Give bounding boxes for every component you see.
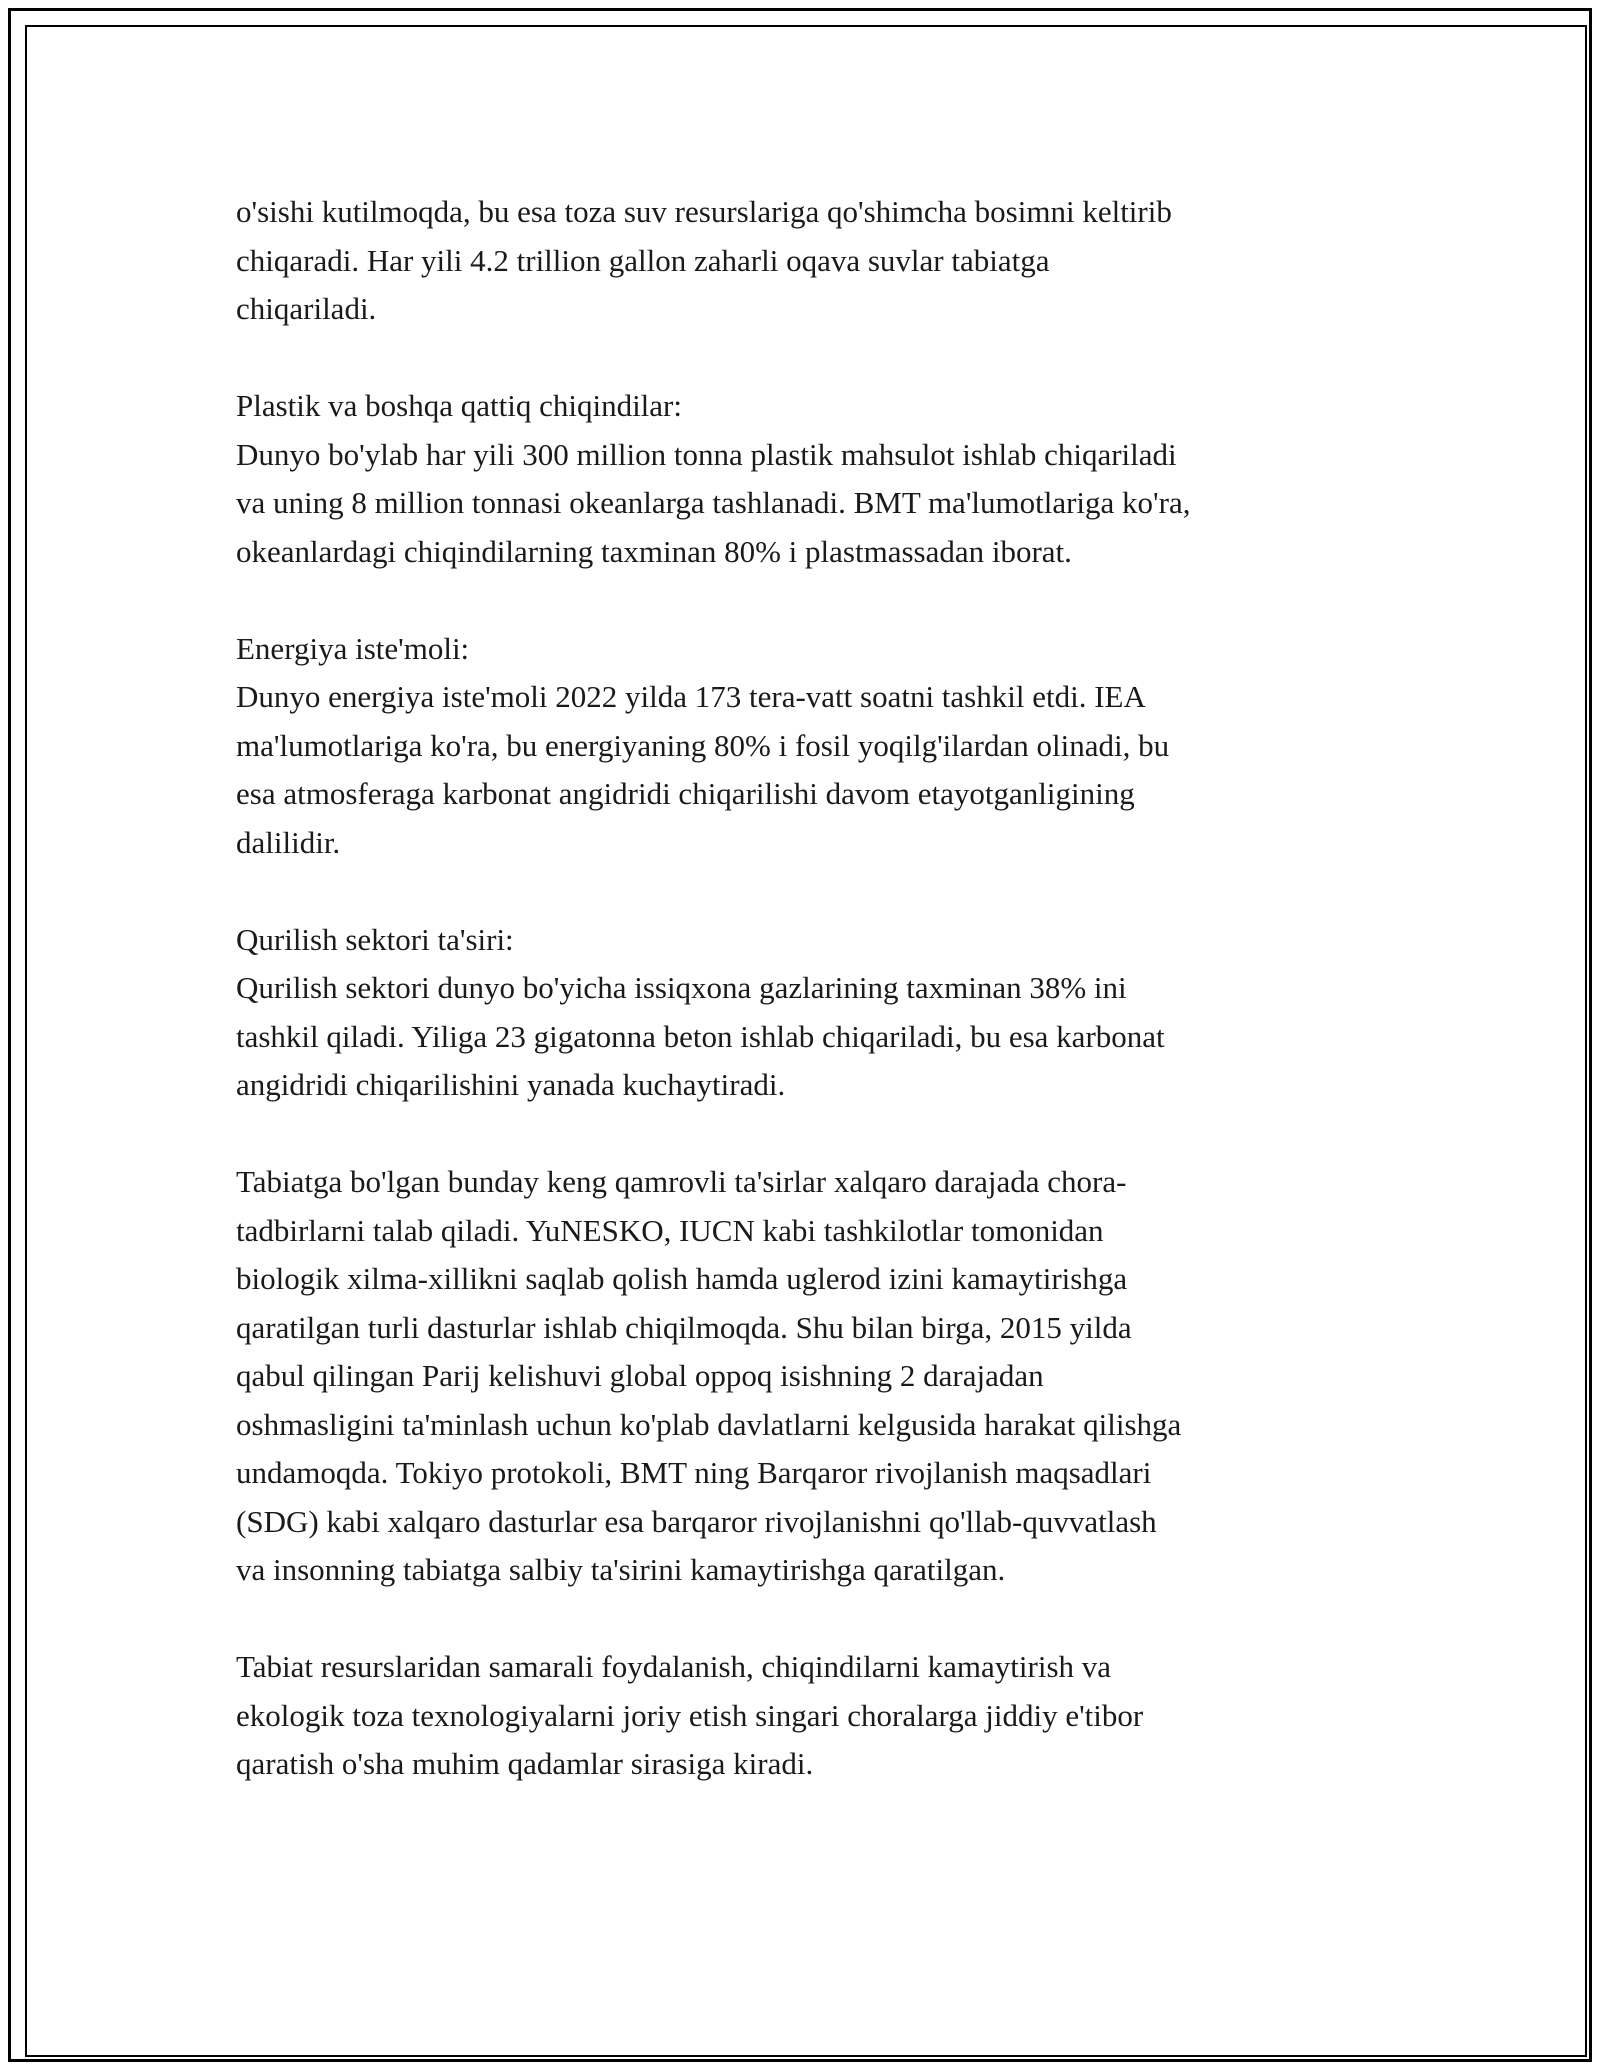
heading-energy-consumption: Energiya iste'moli: bbox=[236, 630, 470, 666]
heading-plastic-waste: Plastik va boshqa qattiq chiqindilar: bbox=[236, 388, 682, 423]
paragraph-spacer bbox=[236, 1595, 1376, 1644]
paragraph-conclusion: Tabiat resurslaridan samarali foydalanish, chiqindilarni kamaytirish va ekologik toza texnologiyalarni joriy etish singari choralarga jiddiy e'tibor qaratish o'sha muhim qadamlar sirasiga kiradi. bbox=[236, 1649, 1144, 1781]
paragraph-plastic-waste: Dunyo bo'ylab har yili 300 million tonna plastik mahsulot ishlab chiqariladi va uning 8 million tonnasi okeanlarga tashlanadi. BMT ma'lumotlariga ko'ra, okeanlardagi chiqindilarning taxminan 80% i plastmassadan iborat. bbox=[236, 436, 1191, 569]
heading-construction-sector: Qurilish sektori ta'siri: bbox=[236, 921, 514, 957]
paragraph-spacer bbox=[236, 334, 1376, 383]
paragraph-spacer bbox=[236, 576, 1376, 625]
paragraph-spacer bbox=[236, 867, 1376, 916]
paragraph-energy-consumption: Dunyo energiya iste'moli 2022 yilda 173 tera-vatt soatni tashkil etdi. IEA ma'lumotlariga ko'ra, bu energiyaning 80% i fosil yoqilg'ilardan olinadi, bu esa atmosferaga karbonat angidridi chiqarilishi davom etayotganligining dalilidir. bbox=[236, 679, 1170, 860]
paragraph-construction-sector: Qurilish sektori dunyo bo'yicha issiqxona gazlarining taxminan 38% ini tashkil qiladi. Yiliga 23 gigatonna beton ishlab chiqariladi, bu esa karbonat angidridi chiqarilishini yanada kuchaytiradi. bbox=[236, 970, 1165, 1102]
paragraph-international-measures: Tabiatga bo'lgan bunday keng qamrovli ta'sirlar xalqaro darajada chora- tadbirlarni talab qiladi. YuNESKO, IUCN kabi tashkilotlar tomonidan biologik xilma-xillikni saqlab qolish hamda uglerod izini kamaytirishga qaratilgan turli dasturlar ishlab chiqilmoqda. Shu bilan birga, 2015 yilda qabul qilingan Parij kelishuvi global oppoq isishning 2 darajadan oshmasligini ta'minlash uchun ko'plab davlatlarni kelgusida harakat qilishga undamoqda. Tokiyo protokoli, BMT ning Barqaror rivojlanish maqsadlari (SDG) kabi xalqaro dasturlar esa barqaror rivojlanishni qo'llab-quvvatlash va insonning tabiatga salbiy ta'sirini kamaytirishga qaratilgan. bbox=[236, 1164, 1182, 1587]
paragraph-spacer bbox=[236, 1110, 1376, 1159]
document-body bbox=[236, 188, 1376, 1789]
paragraph-water-resources: o'sishi kutilmoqda, bu esa toza suv resurslariga qo'shimcha bosimni keltirib chiqaradi. Har yili 4.2 trillion gallon zaharli oqava suvlar tabiatga chiqariladi. bbox=[236, 194, 1172, 326]
